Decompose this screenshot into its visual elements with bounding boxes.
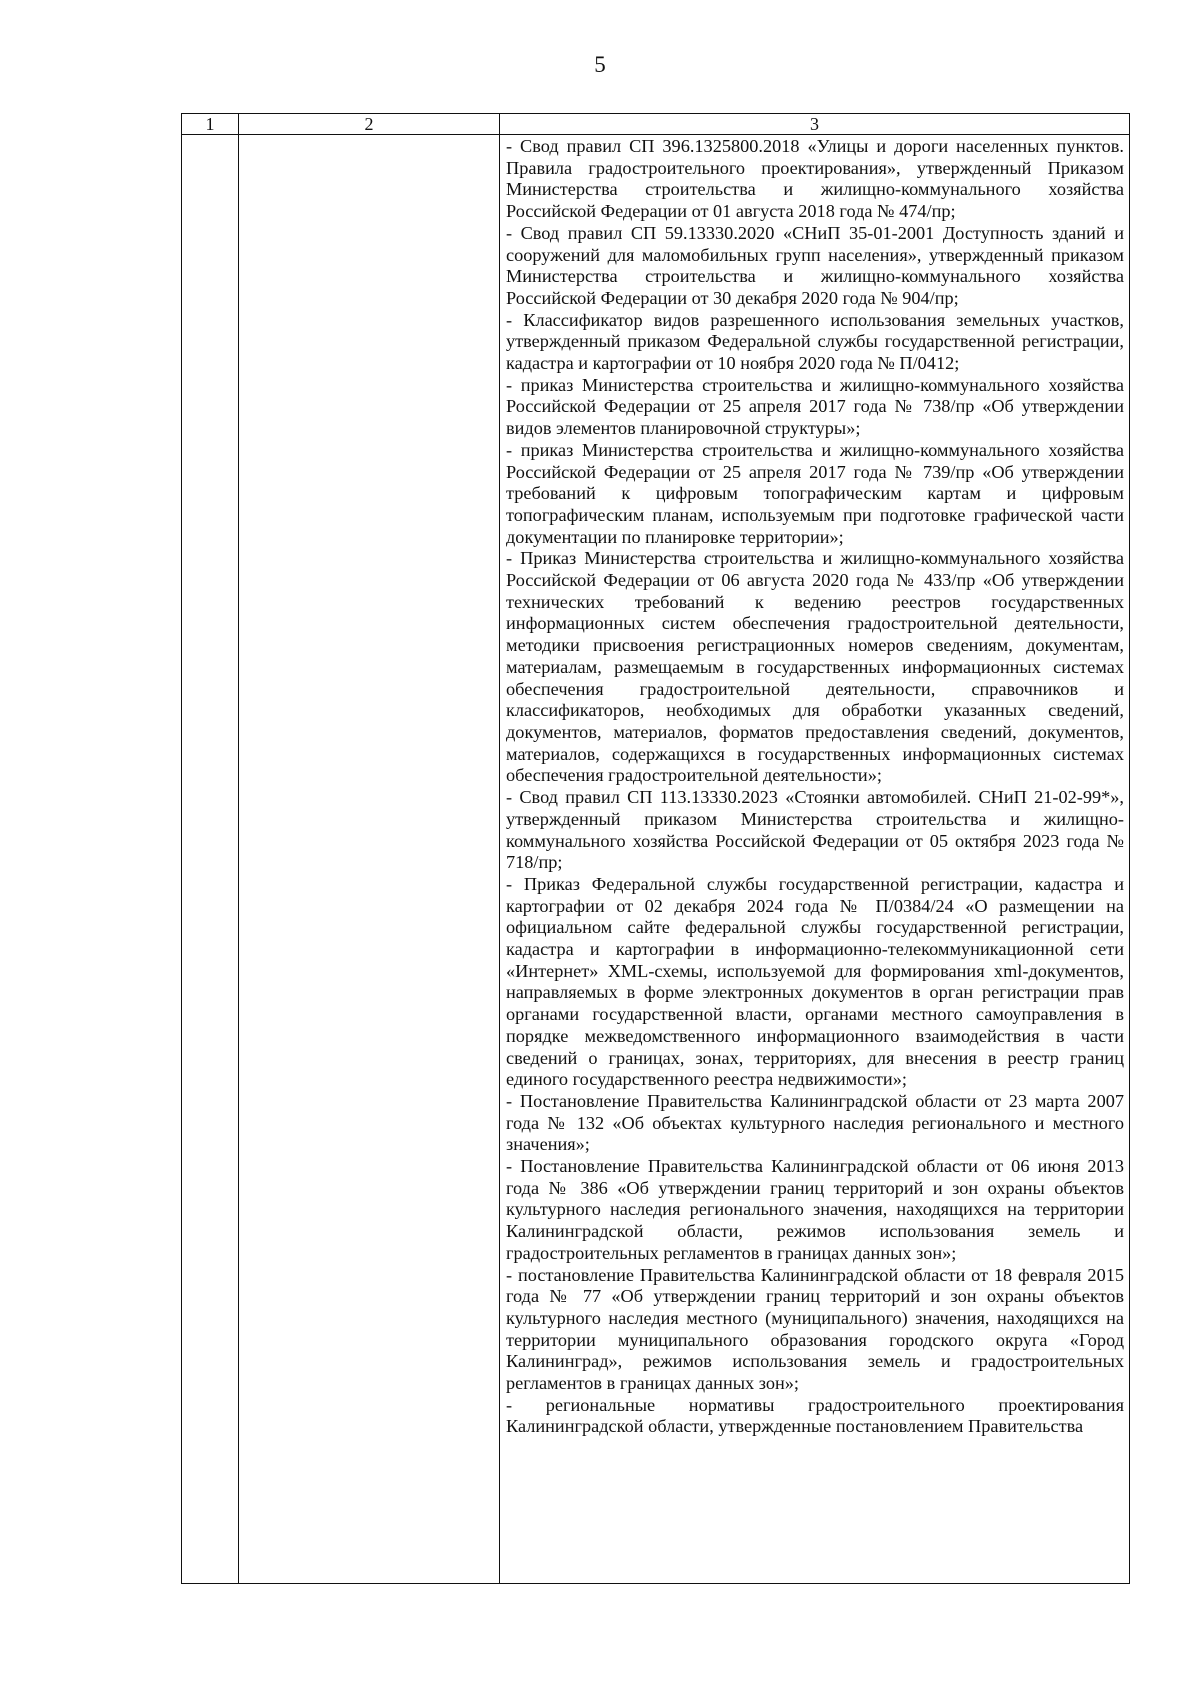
list-item: - Постановление Правительства Калининградской области от 23 марта 2007 года № 132 «Об объектах культурного наследия регионального и местного значения»; <box>506 1090 1124 1155</box>
cell-column-1 <box>182 135 239 1584</box>
cell-column-2 <box>239 135 500 1584</box>
page-number: 5 <box>594 52 606 77</box>
list-item: - Свод правил СП 59.13330.2020 «СНиП 35-01-2001 Доступность зданий и сооружений для маломобильных групп населения», утвержденный приказом Министерства строительства и жилищно-коммунального хозяйства Российской Федерации от 30 декабря 2020 года № 904/пр; <box>506 222 1124 308</box>
column-header-2: 2 <box>239 114 500 135</box>
list-item: - приказ Министерства строительства и жилищно-коммунального хозяйства Российской Федерации от 25 апреля 2017 года № 739/пр «Об утверждении требований к цифровым топографическим картам и цифровым топографическим планам, используемым при подготовке графической части документации по планировке территории»; <box>506 439 1124 547</box>
list-item: - постановление Правительства Калининградской области от 18 февраля 2015 года № 77 «Об утверждении границ территорий и зон охраны объектов культурного наследия местного (муниципального) значения, находящихся на территории муниципального образования городского округа «Город Калининград», режимов использования земель и градостроительных регламентов в границах данных зон»; <box>506 1264 1124 1394</box>
table-row <box>182 135 1130 1584</box>
list-item: - Приказ Федеральной службы государственной регистрации, кадастра и картографии от 02 декабря 2024 года № П/0384/24 «О размещении на официальном сайте федеральной службы государственной регистрации, кадастра и картографии в информационно-телекоммуникационной сети «Интернет» XML-схемы, используемой для формирования xml-документов, направляемых в форме электронных документов в орган регистрации прав органами государственной власти, органами местного самоуправления в порядке межведомственного информационного взаимодействия в части сведений о границах, зонах, территориях, для внесения в реестр границ единого государственного реестра недвижимости»; <box>506 873 1124 1090</box>
list-item: - Приказ Министерства строительства и жилищно-коммунального хозяйства Российской Федерации от 06 августа 2020 года № 433/пр «Об утверждении технических требований к ведению реестров государственных информационных систем обеспечения градостроительной деятельности, методики присвоения регистрационных номеров сведениям, документам, материалам, размещаемым в государственных информационных системах обеспечения градостроительной деятельности, справочников и классификаторов, необходимых для обработки указанных сведений, документов, материалов, форматов предоставления сведений, документов, материалов, содержащихся в государственных информационных системах обеспечения градостроительной деятельности»; <box>506 548 1124 786</box>
table-header-row <box>182 114 1130 135</box>
document-table <box>181 113 1130 1584</box>
list-item: - Классификатор видов разрешенного использования земельных участков, утвержденный приказом Федеральной службы государственной регистрации, кадастра и картографии от 10 ноября 2020 года № П/0412; <box>506 309 1124 374</box>
column-header-1: 1 <box>182 114 239 135</box>
list-item: - Постановление Правительства Калининградской области от 06 июня 2013 года № 386 «Об утверждении границ территорий и зон охраны объектов культурного наследия регионального значения, находящихся на территории Калининградской области, режимов использования земель и градостроительных регламентов в границах данных зон»; <box>506 1156 1124 1263</box>
list-item: - Свод правил СП 396.1325800.2018 «Улицы и дороги населенных пунктов. Правила градостроительного проектирования», утвержденный Приказом Министерства строительства и жилищно-коммунального хозяйства Российской Федерации от 01 августа 2018 года № 474/пр; <box>506 136 1124 222</box>
cell-column-3 <box>500 135 1130 1584</box>
list-item: - региональные нормативы градостроительного проектирования Калининградской области, утвержденные постановлением Правительства <box>506 1394 1124 1437</box>
column-header-3: 3 <box>500 114 1130 135</box>
list-item: - приказ Министерства строительства и жилищно-коммунального хозяйства Российской Федерации от 25 апреля 2017 года № 738/пр «Об утверждении видов элементов планировочной структуры»; <box>506 374 1124 439</box>
list-item: - Свод правил СП 113.13330.2023 «Стоянки автомобилей. СНиП 21-02-99*», утвержденный приказом Министерства строительства и жилищно-коммунального хозяйства Российской Федерации от 05 октября 2023 года № 718/пр; <box>506 787 1124 873</box>
